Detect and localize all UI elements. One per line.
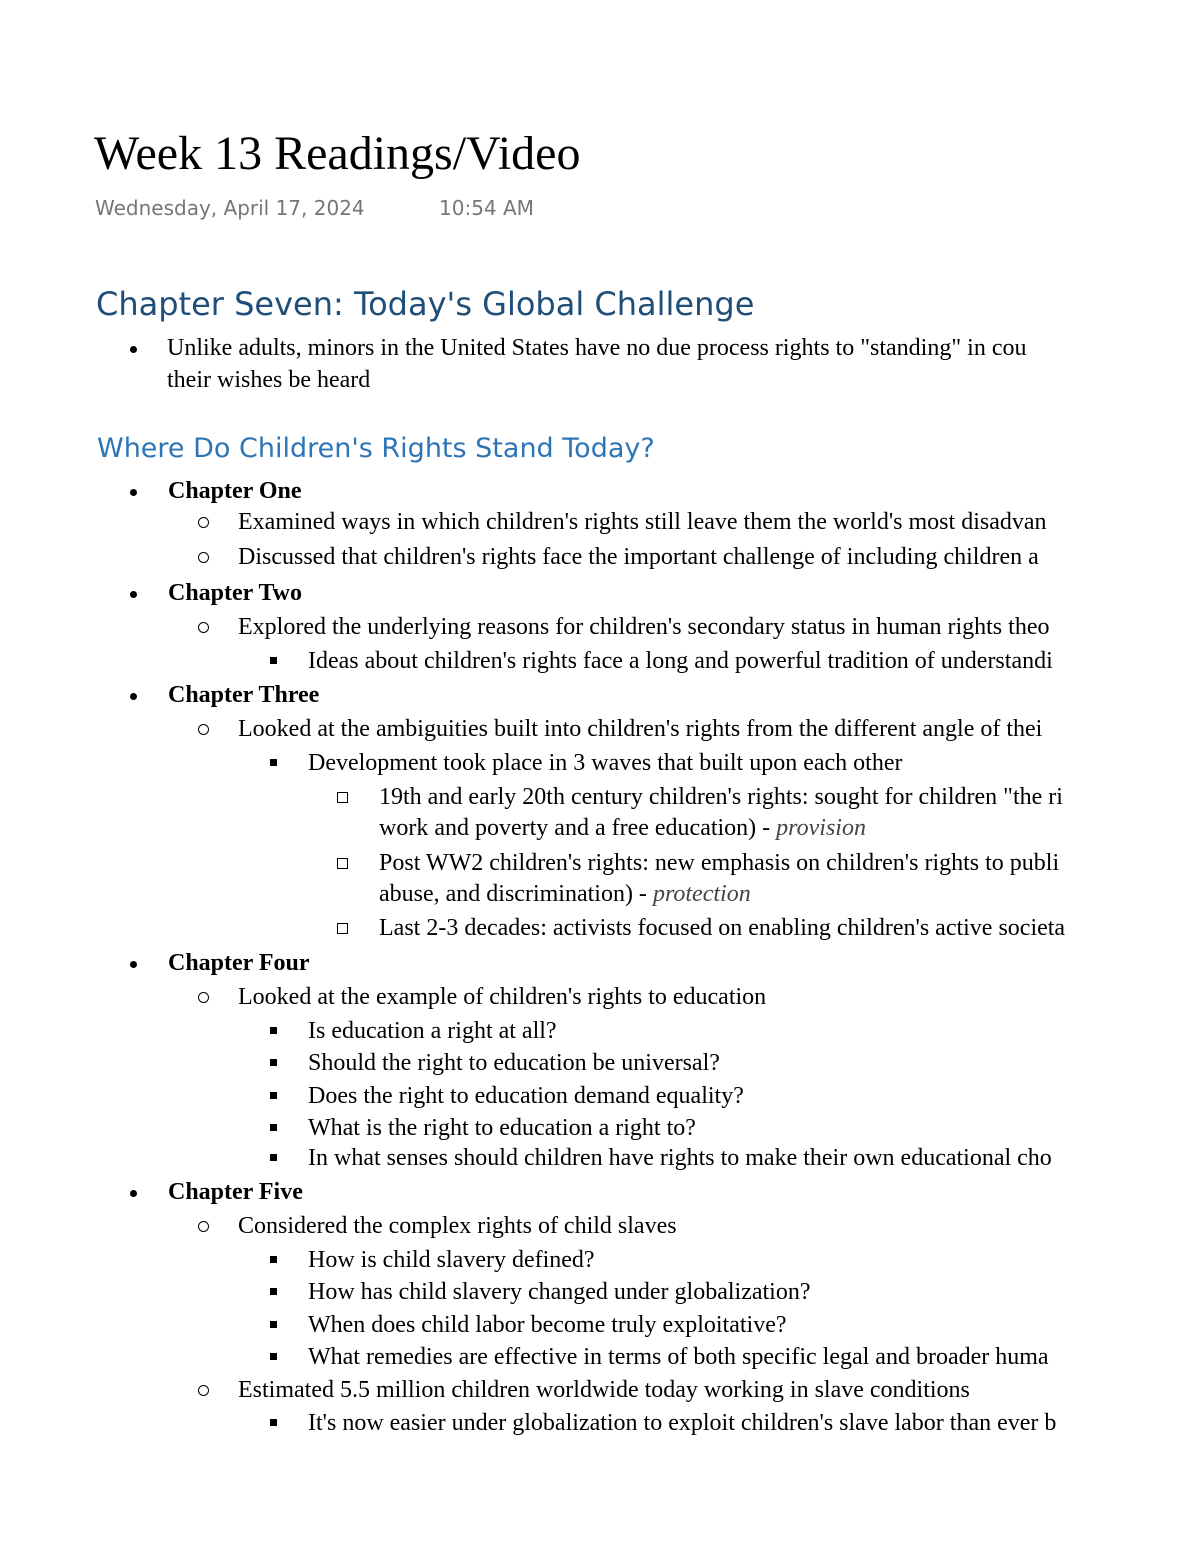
- bullet-square-icon: [270, 759, 277, 766]
- list-item: In what senses should children have rights to make their own educational cho: [308, 1145, 1052, 1171]
- bullet-square-icon: [270, 1321, 277, 1328]
- bullet-disc-icon: [130, 693, 137, 700]
- list-item-continuation: [379, 812, 866, 844]
- list-item: Should the right to education be universal?: [308, 1050, 720, 1076]
- bullet-disc-icon: [130, 591, 137, 598]
- list-item-continuation: [379, 878, 751, 910]
- list-item: Post WW2 children's rights: new emphasis on children's rights to publi: [379, 850, 1060, 876]
- bullet-square-icon: [270, 1288, 277, 1295]
- note-date: Wednesday, April 17, 2024: [95, 196, 365, 220]
- list-item: What remedies are effective in terms of both specific legal and broader huma: [308, 1344, 1049, 1370]
- bullet-square-icon: [270, 1092, 277, 1099]
- bullet-square-icon: [270, 1154, 277, 1161]
- chapter-two-label: Chapter Two: [168, 580, 303, 606]
- bullet-disc-icon: [130, 961, 137, 968]
- list-item: Examined ways in which children's rights still leave them the world's most disadvan: [238, 509, 1047, 535]
- list-item: Last 2-3 decades: activists focused on enabling children's active societa: [379, 915, 1066, 941]
- bullet-hollow-square-icon: [337, 858, 348, 869]
- bullet-hollow-square-icon: [337, 923, 348, 934]
- chapter-five-label: Chapter Five: [168, 1179, 303, 1205]
- bullet-square-icon: [270, 1124, 277, 1131]
- bullet-disc-icon: [130, 346, 137, 353]
- bullet-disc-icon: [130, 489, 137, 496]
- list-item-line: Unlike adults, minors in the United States have no due process rights to "standing" in cou: [167, 335, 1027, 361]
- chapter-three-label: Chapter Three: [168, 682, 320, 708]
- bullet-circle-icon: [198, 992, 209, 1003]
- list-item-text: abuse, and discrimination) -: [379, 881, 653, 907]
- bullet-square-icon: [270, 1353, 277, 1360]
- list-item-text: work and poverty and a free education) -: [379, 815, 777, 841]
- list-item: Does the right to education demand equality?: [308, 1083, 744, 1109]
- wave-term-provision: provision: [776, 815, 866, 841]
- bullet-square-icon: [270, 1419, 277, 1426]
- list-item: When does child labor become truly exploitative?: [308, 1312, 787, 1338]
- bullet-square-icon: [270, 1027, 277, 1034]
- bullet-circle-icon: [198, 517, 209, 528]
- list-item: What is the right to education a right to?: [308, 1115, 696, 1141]
- bullet-circle-icon: [198, 552, 209, 563]
- list-item-line: their wishes be heard: [167, 367, 371, 393]
- section-heading-childrens-rights: Where Do Children's Rights Stand Today?: [97, 433, 655, 464]
- list-item: Ideas about children's rights face a long and powerful tradition of understandi: [308, 648, 1053, 674]
- bullet-circle-icon: [198, 622, 209, 633]
- page-title: Week 13 Readings/Video: [94, 127, 581, 180]
- section-heading-chapter-seven: Chapter Seven: Today's Global Challenge: [96, 285, 755, 323]
- list-item: Considered the complex rights of child slaves: [238, 1213, 677, 1239]
- chapter-four-label: Chapter Four: [168, 950, 310, 976]
- list-item: How is child slavery defined?: [308, 1247, 595, 1273]
- list-item: 19th and early 20th century children's rights: sought for children "the ri: [379, 784, 1063, 810]
- note-time: 10:54 AM: [439, 196, 534, 220]
- list-item: It's now easier under globalization to exploit children's slave labor than ever b: [308, 1410, 1057, 1436]
- bullet-hollow-square-icon: [337, 792, 348, 803]
- list-item: Estimated 5.5 million children worldwide today working in slave conditions: [238, 1377, 970, 1403]
- bullet-circle-icon: [198, 1221, 209, 1232]
- list-item: Explored the underlying reasons for children's secondary status in human rights theo: [238, 614, 1050, 640]
- bullet-disc-icon: [130, 1190, 137, 1197]
- list-item: Discussed that children's rights face the important challenge of including children a: [238, 544, 1039, 570]
- list-item: Is education a right at all?: [308, 1018, 557, 1044]
- chapter-one-label: Chapter One: [168, 478, 302, 504]
- list-item: Development took place in 3 waves that built upon each other: [308, 750, 903, 776]
- bullet-circle-icon: [198, 724, 209, 735]
- list-item: Looked at the example of children's rights to education: [238, 984, 767, 1010]
- wave-term-protection: protection: [652, 881, 751, 907]
- bullet-square-icon: [270, 657, 277, 664]
- list-item: Looked at the ambiguities built into children's rights from the different angle of thei: [238, 716, 1043, 742]
- list-item: How has child slavery changed under globalization?: [308, 1279, 811, 1305]
- bullet-square-icon: [270, 1059, 277, 1066]
- bullet-circle-icon: [198, 1385, 209, 1396]
- bullet-square-icon: [270, 1256, 277, 1263]
